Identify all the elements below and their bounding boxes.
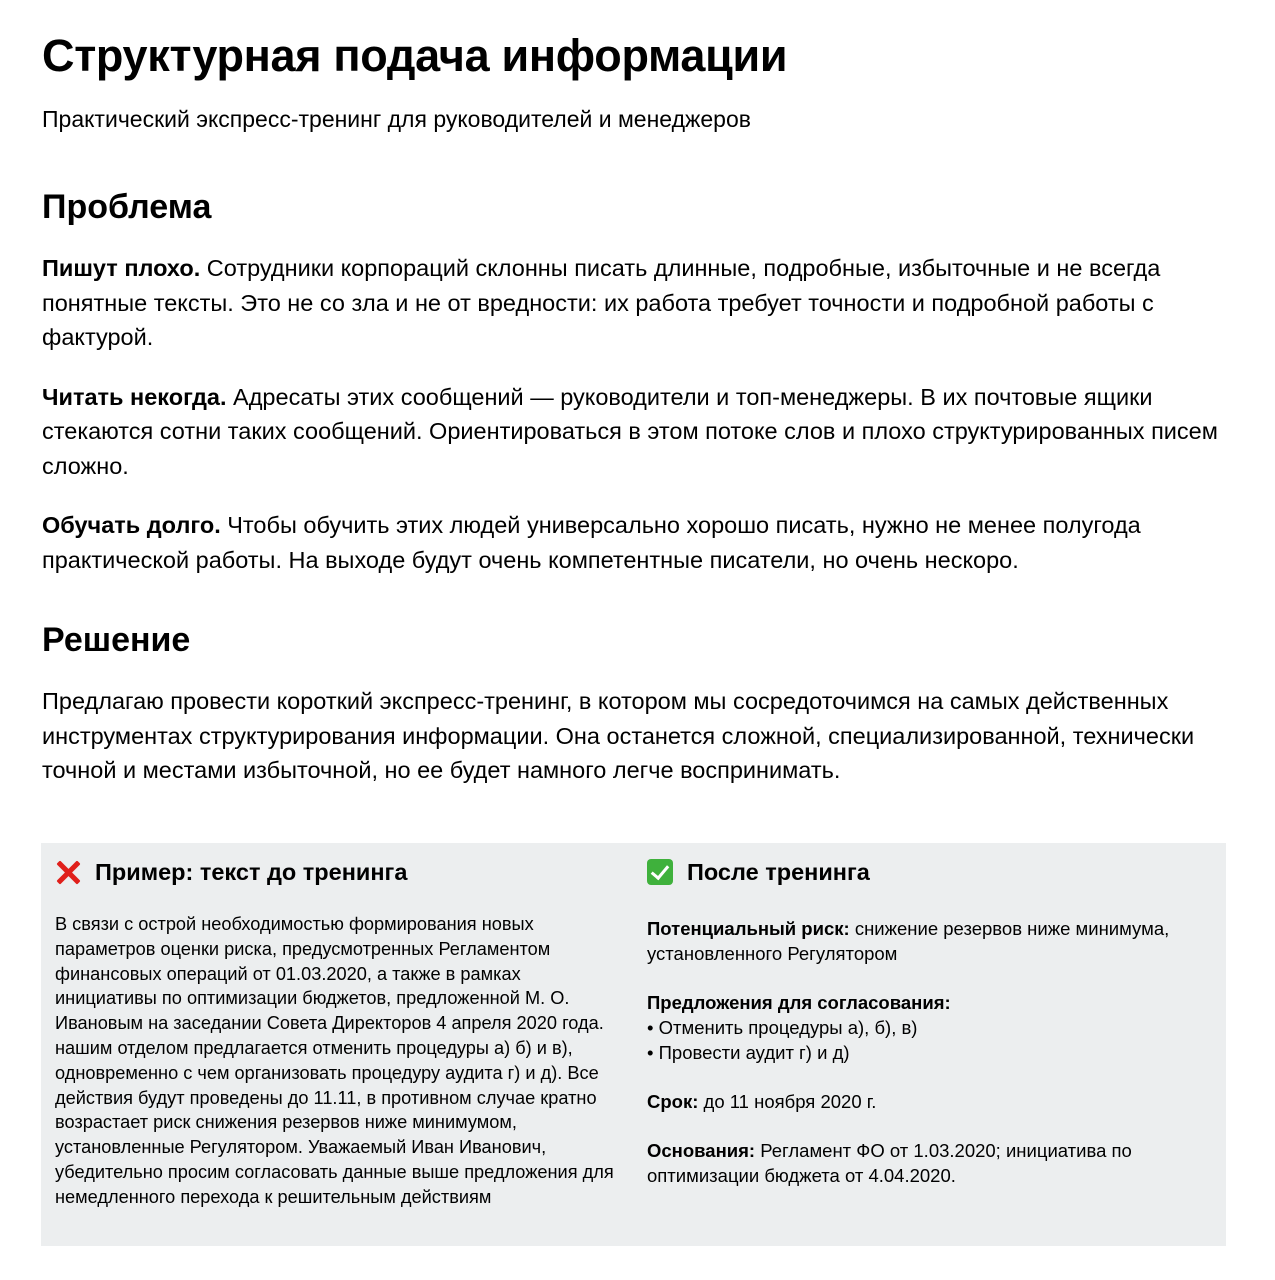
after-risk	[647, 917, 1207, 967]
problem-lead-write-badly: Пишут плохо.	[42, 255, 201, 281]
after-deadline	[647, 1090, 1207, 1115]
after-deadline-label: Срок:	[647, 1091, 699, 1112]
problem-text-training-long: Чтобы обучить этих людей универсально хорошо писать, нужно не менее полугода практической работы. На выходе будут очень компетентные писатели, но очень нескоро.	[42, 512, 1141, 573]
solution-heading: Решение	[42, 621, 191, 659]
after-risk-text: снижение резервов ниже минимума, установленного Регулятором	[647, 918, 1170, 964]
after-grounds-text: Регламент ФО от 1.03.2020; инициатива по оптимизации бюджета от 4.04.2020.	[647, 1140, 1132, 1186]
after-heading-row	[647, 857, 870, 887]
problem-paragraph-no-time	[42, 380, 1232, 484]
after-risk-label: Потенциальный риск:	[647, 918, 850, 939]
page-subtitle: Практический экспресс-тренинг для руководителей и менеджеров	[42, 106, 751, 132]
after-heading: После тренинга	[687, 858, 870, 885]
before-example-text: В связи с острой необходимостью формирования новых параметров оценки риска, предусмотренных Регламентом финансовых операций от 01.03.2020, а также в рамках инициативы по оптимизации бюджетов, предложенной М. О. Ивановым на заседании Совета Директоров 4 апреля 2020 года. нашим отделом предлагается отменить процедуры а) б) и в), одновременно с чем организовать процедуру аудита г) и д). Все действия будут проведены до 11.11, в противном случае кратно возрастает риск снижения резервов ниже минимумом, установленные Регулятором. Уважаемый Иван Иванович, убедительно просим согласовать данные выше предложения для немедленного перехода к решительным действиям	[55, 914, 614, 1207]
after-proposal-item: • Провести аудит г) и д)	[647, 1041, 850, 1063]
document	[42, 0, 1232, 788]
after-proposals-label: Предложения для согласования:	[647, 992, 951, 1013]
after-proposals	[647, 991, 1207, 1065]
problem-text-write-badly: Сотрудники корпораций склонны писать длинные, подробные, избыточные и не всегда понятные тексты. Это не со зла и не от вредности: их работа требует точности и подробной работы с фактурой.	[42, 255, 1161, 350]
after-grounds	[647, 1139, 1207, 1189]
problem-lead-no-time: Читать некогда.	[42, 383, 227, 410]
before-heading: Пример: текст до тренинга	[95, 858, 408, 885]
problem-paragraph-write-badly	[42, 251, 1232, 355]
comparison-panel	[41, 843, 1226, 1246]
check-mark-icon	[647, 859, 673, 885]
problem-heading: Проблема	[42, 188, 212, 226]
cross-mark-icon	[55, 859, 81, 885]
after-deadline-text: до 11 ноября 2020 г.	[698, 1091, 877, 1112]
after-proposal-item: • Отменить процедуры а), б), в)	[647, 1016, 918, 1038]
problem-paragraph-training-long	[42, 508, 1232, 577]
problem-lead-training-long: Обучать долго.	[42, 512, 221, 538]
page-title: Структурная подача информации	[42, 30, 788, 81]
after-grounds-label: Основания:	[647, 1140, 756, 1161]
solution-paragraph: Предлагаю провести короткий экспресс-тренинг, в котором мы сосредоточимся на самых действенных инструментах структурирования информации. Она останется сложной, специализированной, технически точной и местами избыточной, но ее будет намного легче воспринимать.	[42, 688, 1195, 783]
before-heading-row	[55, 857, 407, 887]
problem-text-no-time: Адресаты этих сообщений — руководители и топ-менеджеры. В их почтовые ящики стекаются сотни таких сообщений. Ориентироваться в этом потоке слов и плохо структурированных писем сложно.	[42, 383, 1218, 479]
